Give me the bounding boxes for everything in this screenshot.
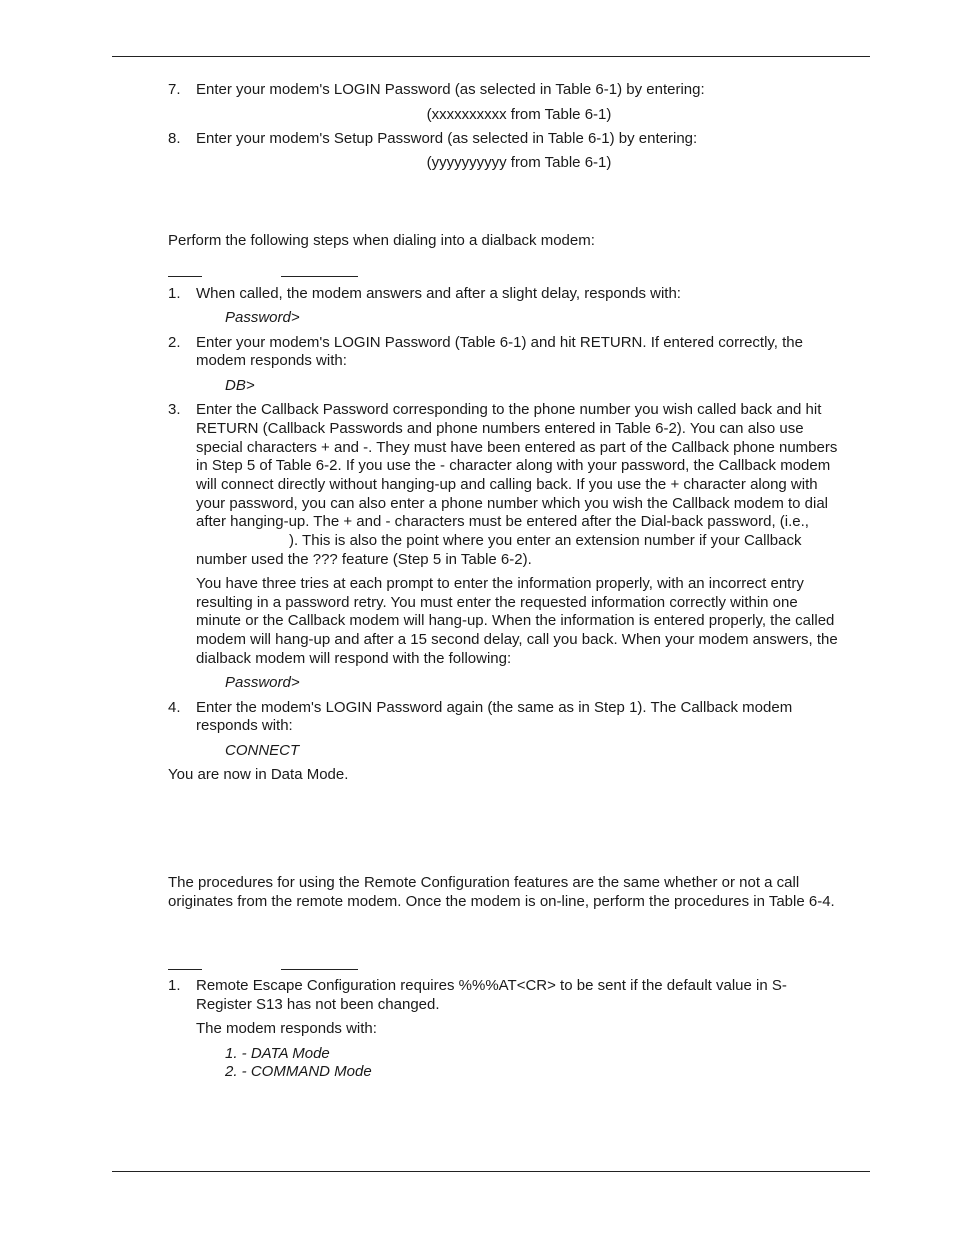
- step-text: Enter your modem's LOGIN Password (Table 6-1) and hit RETURN. If entered correctly, the: [196, 334, 803, 351]
- step-number: 2.: [168, 334, 181, 351]
- step-text: in Step 5 of Table 6-2. If you use the - character along with your password, the Callback modem: [196, 457, 831, 474]
- step-note: The modem responds with:: [196, 1020, 377, 1037]
- modem-response: CONNECT: [225, 742, 300, 759]
- step-number: 7.: [168, 81, 181, 98]
- section-intro: The procedures for using the Remote Configuration features are the same whether or not a call: [168, 874, 800, 891]
- step-number: 1.: [168, 285, 181, 302]
- step-note: dialback modem will respond with the following:: [196, 650, 512, 667]
- step-text: Register S13 has not been changed.: [196, 996, 440, 1013]
- modem-response: Password>: [225, 309, 300, 326]
- step-text: RETURN (Callback Passwords and phone numbers entered in Table 6-2). You can also use: [196, 420, 804, 437]
- step-text: your password, you can also enter a phone number which you wish the Callback modem to dial: [196, 495, 829, 512]
- step-number: 4.: [168, 699, 181, 716]
- step-number: 3.: [168, 401, 181, 418]
- step-text: number used the ??? feature (Step 5 in Table 6-2).: [196, 551, 532, 568]
- step-text: Enter the modem's LOGIN Password again (the same as in Step 1). The Callback modem: [196, 699, 793, 716]
- step-text: When called, the modem answers and after a slight delay, responds with:: [196, 285, 681, 302]
- step-number: 1.: [168, 977, 181, 994]
- step-text: modem responds with:: [196, 352, 347, 369]
- modem-response: Password>: [225, 674, 300, 691]
- table-header-rule-action: [281, 969, 358, 970]
- step-note: minute or the Callback modem will hang-up. When the information is entered properly, the called: [196, 612, 835, 629]
- header-rule: [112, 56, 870, 57]
- step-number: 8.: [168, 130, 181, 147]
- mode-option: 1. - DATA Mode: [225, 1045, 330, 1062]
- step-text: Enter the Callback Password corresponding to the phone number you wish called back and hit: [196, 401, 822, 418]
- step-text: will connect directly without hanging-up and calling back. If you use the + character along with: [196, 476, 818, 493]
- step-note: You have three tries at each prompt to enter the information properly, with an incorrect entry: [196, 575, 804, 592]
- section-intro: originates from the remote modem. Once the modem is on-line, perform the procedures in Table 6-4.: [168, 893, 835, 910]
- footer-rule: [112, 1171, 870, 1172]
- step-text: Enter your modem's Setup Password (as selected in Table 6-1) by entering:: [196, 130, 698, 147]
- step-text: Enter your modem's LOGIN Password (as selected in Table 6-1) by entering:: [196, 81, 705, 98]
- step-text: responds with:: [196, 717, 293, 734]
- table-header-rule-step: [168, 969, 202, 970]
- step-note: resulting in a password retry. You must enter the requested information correctly within one: [196, 594, 798, 611]
- modem-response: DB>: [225, 377, 255, 394]
- section-intro: Perform the following steps when dialing into a dialback modem:: [168, 232, 595, 249]
- step-text: special characters + and -. They must have been entered as part of the Callback phone numbers: [196, 439, 838, 456]
- step-note: modem will hang-up and after a 15 second delay, call you back. When your modem answers, the: [196, 631, 838, 648]
- section-closing: You are now in Data Mode.: [168, 766, 349, 783]
- step-value: (xxxxxxxxxx from Table 6-1): [426, 106, 612, 123]
- step-text: ). This is also the point where you enter an extension number if your Callback: [289, 532, 802, 549]
- step-value: (yyyyyyyyyy from Table 6-1): [426, 154, 612, 171]
- table-header-rule-step: [168, 276, 202, 277]
- step-text: Remote Escape Configuration requires %%%AT<CR> to be sent if the default value in S-: [196, 977, 787, 994]
- step-text: after hanging-up. The + and - characters must be entered after the Dial-back password, (i.e.,: [196, 513, 809, 530]
- table-header-rule-action: [281, 276, 358, 277]
- mode-option: 2. - COMMAND Mode: [225, 1063, 372, 1080]
